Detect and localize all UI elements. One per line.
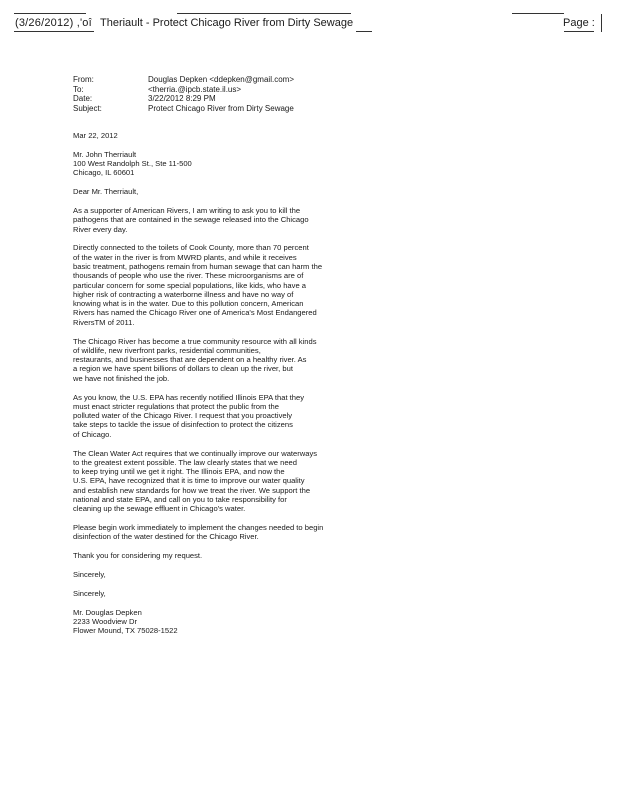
email-from-row xyxy=(73,75,294,85)
email-date-row xyxy=(73,94,294,104)
fax-header xyxy=(0,0,619,40)
paragraph-line: polluted water of the Chicago River. I request that you proactively xyxy=(73,411,293,421)
paragraph-line: to keep trying until we get it right. The Illinois EPA, and now the xyxy=(73,467,285,477)
paragraph-line: of wildlife, new riverfront parks, residential communities, xyxy=(73,345,261,355)
paragraph-line: pathogens that are contained in the sewage released into the Chicago xyxy=(73,215,309,225)
paragraph-line: basic treatment, pathogens remain from human sewage that can harm the xyxy=(73,261,323,271)
letter-paragraph xyxy=(73,589,373,598)
letter-body xyxy=(73,131,373,635)
address-line: 100 West Randolph St., Ste 11-500 xyxy=(73,159,192,169)
header-rule-top-middle xyxy=(177,13,351,14)
paragraph-line: Directly connected to the toilets of Cook County, more than 70 percent xyxy=(73,243,309,253)
paragraph-line: Rivers has named the Chicago River one of America's Most Endangered xyxy=(73,308,317,318)
paragraph-line: cleaning up the sewage effluent in Chicago's water. xyxy=(73,504,246,514)
letter-paragraph xyxy=(73,523,373,542)
header-tick-right xyxy=(601,14,602,32)
paragraph-line: The Clean Water Act requires that we continually improve our waterways xyxy=(73,448,318,458)
paragraph-line: disinfection of the water destined for the Chicago River. xyxy=(73,532,259,542)
email-from-value: Douglas Depken <ddepken@gmail.com> xyxy=(148,75,294,84)
signature-line: Mr. Douglas Depken xyxy=(73,607,142,617)
paragraph-line: As you know, the U.S. EPA has recently notified Illinois EPA that they xyxy=(73,392,305,402)
header-rule-bottom-middle xyxy=(356,31,372,32)
paragraph-line: thousands of people who use the river. These microorganisms are of xyxy=(73,271,304,281)
letter-paragraph xyxy=(73,337,373,383)
address-line: Chicago, IL 60601 xyxy=(73,168,135,178)
header-date: (3/26/2012) ,'oî xyxy=(15,17,92,29)
paragraph-line: we have not finished the job. xyxy=(73,373,170,383)
signature-line: 2233 Woodview Dr xyxy=(73,616,138,626)
header-rule-top-left xyxy=(14,13,86,14)
email-to-label: To: xyxy=(73,84,84,94)
paragraph-line: of the water in the river is from MWRD plants, and while it receives xyxy=(73,252,297,262)
email-to-value: <therria.@ipcb.state.il.us> xyxy=(148,84,242,94)
header-page-label: Page : xyxy=(563,17,595,29)
header-rule-bottom-left xyxy=(14,31,94,32)
letter-paragraph xyxy=(73,206,373,234)
paragraph-line: As a supporter of American Rivers, I am writing to ask you to kill the xyxy=(73,205,301,215)
paragraph-line: restaurants, and businesses that are dependent on a healthy river. As xyxy=(73,355,307,365)
letter-paragraph xyxy=(73,551,373,560)
email-meta xyxy=(73,75,294,113)
signature-line: Flower Mound, TX 75028-1522 xyxy=(73,626,178,636)
paragraph-line: Please begin work immediately to implement the changes needed to begin xyxy=(73,523,324,533)
letter-paragraph xyxy=(73,393,373,439)
paragraph-line: U.S. EPA, have recognized that it is time to improve our water quality xyxy=(73,476,305,486)
letter-paragraphs xyxy=(73,206,373,608)
paragraph-line: must enact stricter regulations that protect the public from the xyxy=(73,401,279,411)
email-date-value: 3/22/2012 8:29 PM xyxy=(148,94,216,103)
header-rule-bottom-right xyxy=(564,31,594,32)
header-title: Theriault - Protect Chicago River from Dirty Sewage xyxy=(100,17,354,29)
email-date-label: Date: xyxy=(73,94,93,103)
paragraph-line: take steps to tackle the issue of disinfection to protect the citizens xyxy=(73,420,293,430)
paragraph-line: of Chicago. xyxy=(73,429,112,439)
address-line: Mr. John Therriault xyxy=(73,149,137,159)
salutation: Dear Mr. Therriault, xyxy=(73,187,139,197)
email-to-row xyxy=(73,85,294,95)
header-rule-top-right xyxy=(512,13,564,14)
email-subject-label: Subject: xyxy=(73,103,102,113)
letter-date: Mar 22, 2012 xyxy=(73,131,118,140)
paragraph-line: The Chicago River has become a true community resource with all kinds xyxy=(73,336,317,346)
paragraph-line: particular concern for some special populations, like kids, who have a xyxy=(73,280,306,290)
paragraph-line: Sincerely, xyxy=(73,569,106,579)
letter-paragraph xyxy=(73,243,373,327)
paragraph-line: a region we have spent billions of dollars to clean up the river, but xyxy=(73,364,293,374)
paragraph-line: to the greatest extent possible. The law clearly states that we need xyxy=(73,457,298,467)
paragraph-line: and establish new standards for how we treat the river. We support the xyxy=(73,485,311,495)
paragraph-line: RiversTM of 2011. xyxy=(73,317,135,327)
email-from-label: From: xyxy=(73,75,94,84)
paragraph-line: higher risk of contracting a waterborne illness and have no way of xyxy=(73,289,294,299)
paragraph-line: Sincerely, xyxy=(73,588,106,598)
letter-paragraph xyxy=(73,449,373,514)
paragraph-line: knowing what is in the water. Due to this pollution concern, American xyxy=(73,299,304,309)
email-subject-row xyxy=(73,104,294,114)
email-subject-value: Protect Chicago River from Dirty Sewage xyxy=(148,103,294,113)
paragraph-line: national and state EPA, and call on you to take responsibility for xyxy=(73,495,287,504)
letter-paragraph xyxy=(73,570,373,579)
paragraph-line: Thank you for considering my request. xyxy=(73,551,203,561)
paragraph-line: River every day. xyxy=(73,224,128,234)
